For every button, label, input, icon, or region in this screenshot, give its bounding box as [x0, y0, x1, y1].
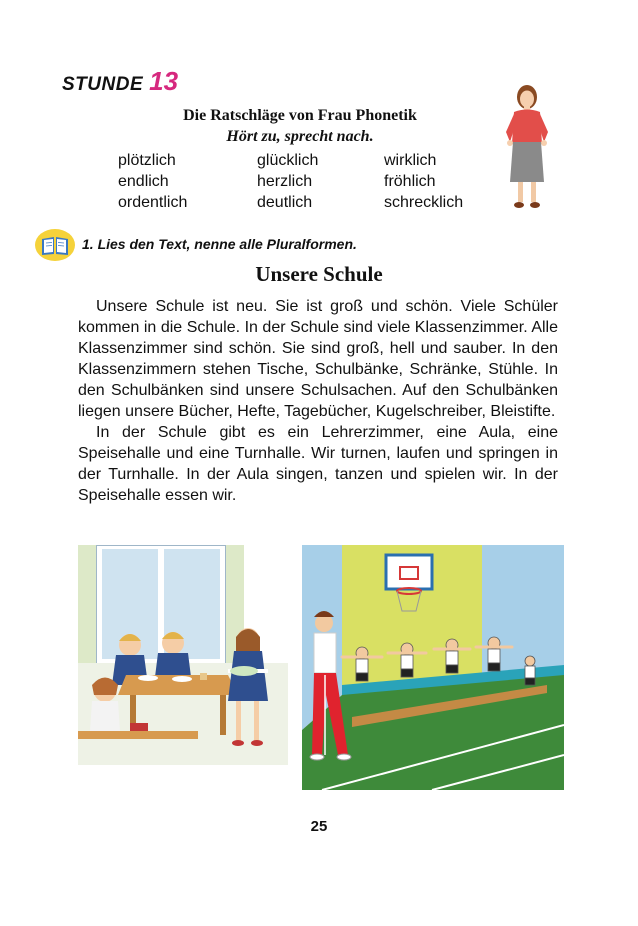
lesson-heading [62, 66, 178, 97]
book-icon [34, 228, 76, 262]
lesson-number: 13 [149, 66, 179, 96]
page-number: 25 [310, 818, 328, 835]
word-item: ordentlich [118, 194, 188, 211]
paragraph: Unsere Schule ist neu. Sie ist groß und schön. Viele Schüler kommen in die Schule. In der Schule sind viele Klassenzimmer. Alle Klassenzimmer sind schön. Sie sind groß, hell und sauber. In den Klassenzimmern stehen Tische, Schulbänke, Schränke, Stühle. In den Schulbänken sind unsere Schulsachen. Auf den Schulbänken liegen unsere Bücher, Hefte, Tagebücher, Kugelschreiber, Bleistifte. [78, 298, 558, 420]
section-title: Die Ratschläge von Frau Phonetik [183, 107, 417, 124]
cafeteria-illustration [78, 545, 288, 765]
teacher-figure [500, 82, 554, 212]
word-item: wirklich [384, 152, 437, 169]
word-item: glücklich [257, 152, 319, 169]
exercise-label: 1. Lies den Text, nenne alle Pluralformen. [82, 236, 357, 252]
word-item: deutlich [257, 194, 313, 211]
word-item: plötzlich [118, 152, 176, 169]
gym-illustration [302, 545, 564, 790]
lesson-word: STUNDE [62, 74, 144, 95]
paragraph: In der Schule gibt es ein Lehrerzimmer, eine Aula, eine Speisehalle und eine Turnhalle. Wir turnen, laufen und springen in der Turnhalle. In der Aula singen, tanzen und spielen wir. In der Speisehalle essen wir. [78, 424, 558, 504]
word-item: fröhlich [384, 173, 436, 190]
section-instruction: Hört zu, sprecht nach. [226, 128, 374, 145]
word-item: schrecklich [384, 194, 464, 211]
body-text [78, 296, 558, 506]
word-item: herzlich [257, 173, 313, 190]
text-title: Unsere Schule [255, 262, 383, 286]
word-item: endlich [118, 173, 169, 190]
